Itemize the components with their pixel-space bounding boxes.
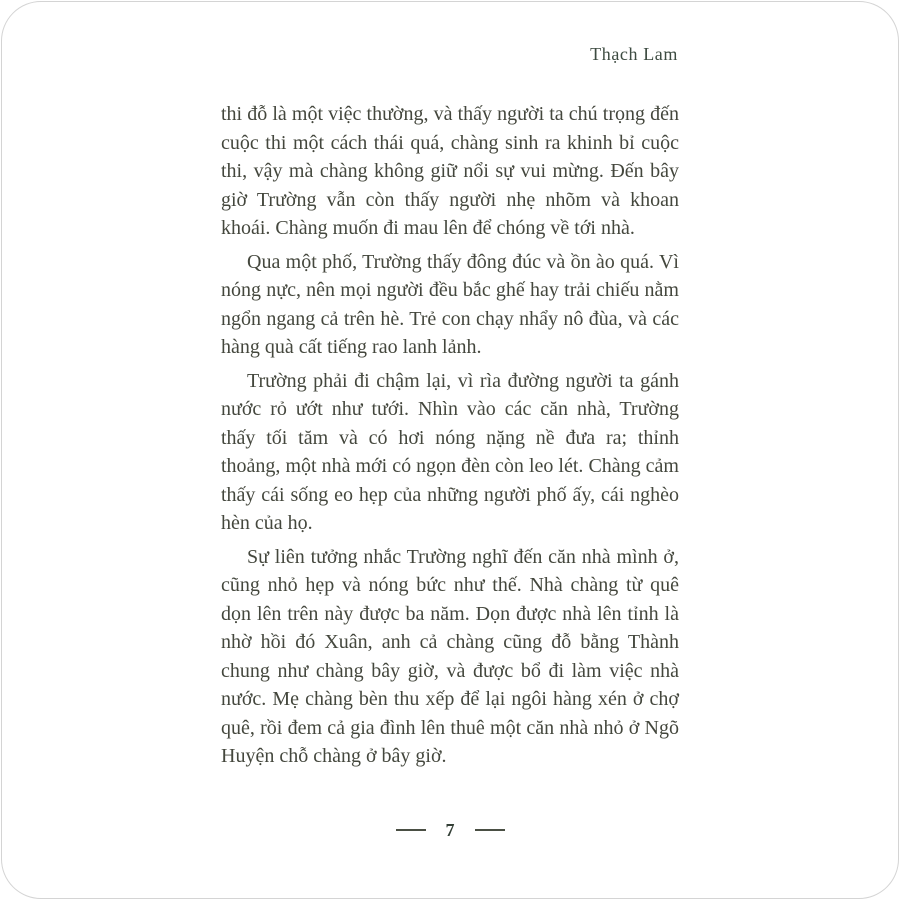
footer-dash-right — [475, 829, 505, 831]
page-number: 7 — [445, 819, 455, 840]
paragraph-1: thi đỗ là một việc thường, và thấy người ta chú trọng đến cuộc thi một cách thái quá, chàng sinh ra khinh bỉ cuộc thi, vậy mà chàng không giữ nổi sự vui mừng. Đến bây giờ Trường vẫn còn thấy người nhẹ nhõm và khoan khoái. Chàng muốn đi mau lên để chóng về tới nhà. — [221, 103, 679, 239]
paragraph-3: Trường phải đi chậm lại, vì rìa đường người ta gánh nước rỏ ướt như tưới. Nhìn vào các căn nhà, Trường thấy tối tăm và có hơi nóng nặng nề đưa ra; thỉnh thoảng, một nhà mới có ngọn đèn còn leo lét. Chàng cảm thấy cái sống eo hẹp của những người phố ấy, cái nghèo hèn của họ. — [221, 369, 679, 534]
paragraph-4: Sự liên tưởng nhắc Trường nghĩ đến căn nhà mình ở, cũng nhỏ hẹp và nóng bức như thế. Nhà chàng từ quê dọn lên trên này được ba năm. Dọn được nhà lên tỉnh là nhờ hồi đó Xuân, anh cả chàng cũng đỗ bằng Thành chung như chàng bây giờ, và được bổ đi làm việc nhà nước. Mẹ chàng bèn thu xếp để lại ngôi hàng xén ở chợ quê, rồi đem cả gia đình lên thuê một căn nhà nhỏ ở Ngõ Huyện chỗ chàng ở bây giờ. — [221, 545, 679, 767]
footer-dash-left — [396, 829, 426, 831]
paragraph-2: Qua một phố, Trường thấy đông đúc và ồn ào quá. Vì nóng nực, nên mọi người đều bắc ghế hay trải chiếu nằm ngổn ngang cả trên hè. Trẻ con chạy nhẩy nô đùa, và các hàng quà cất tiếng rao lanh lảnh. — [221, 250, 679, 358]
running-head-author: Thạch Lam — [590, 44, 678, 64]
page-body — [221, 100, 679, 776]
page-footer — [0, 818, 900, 842]
